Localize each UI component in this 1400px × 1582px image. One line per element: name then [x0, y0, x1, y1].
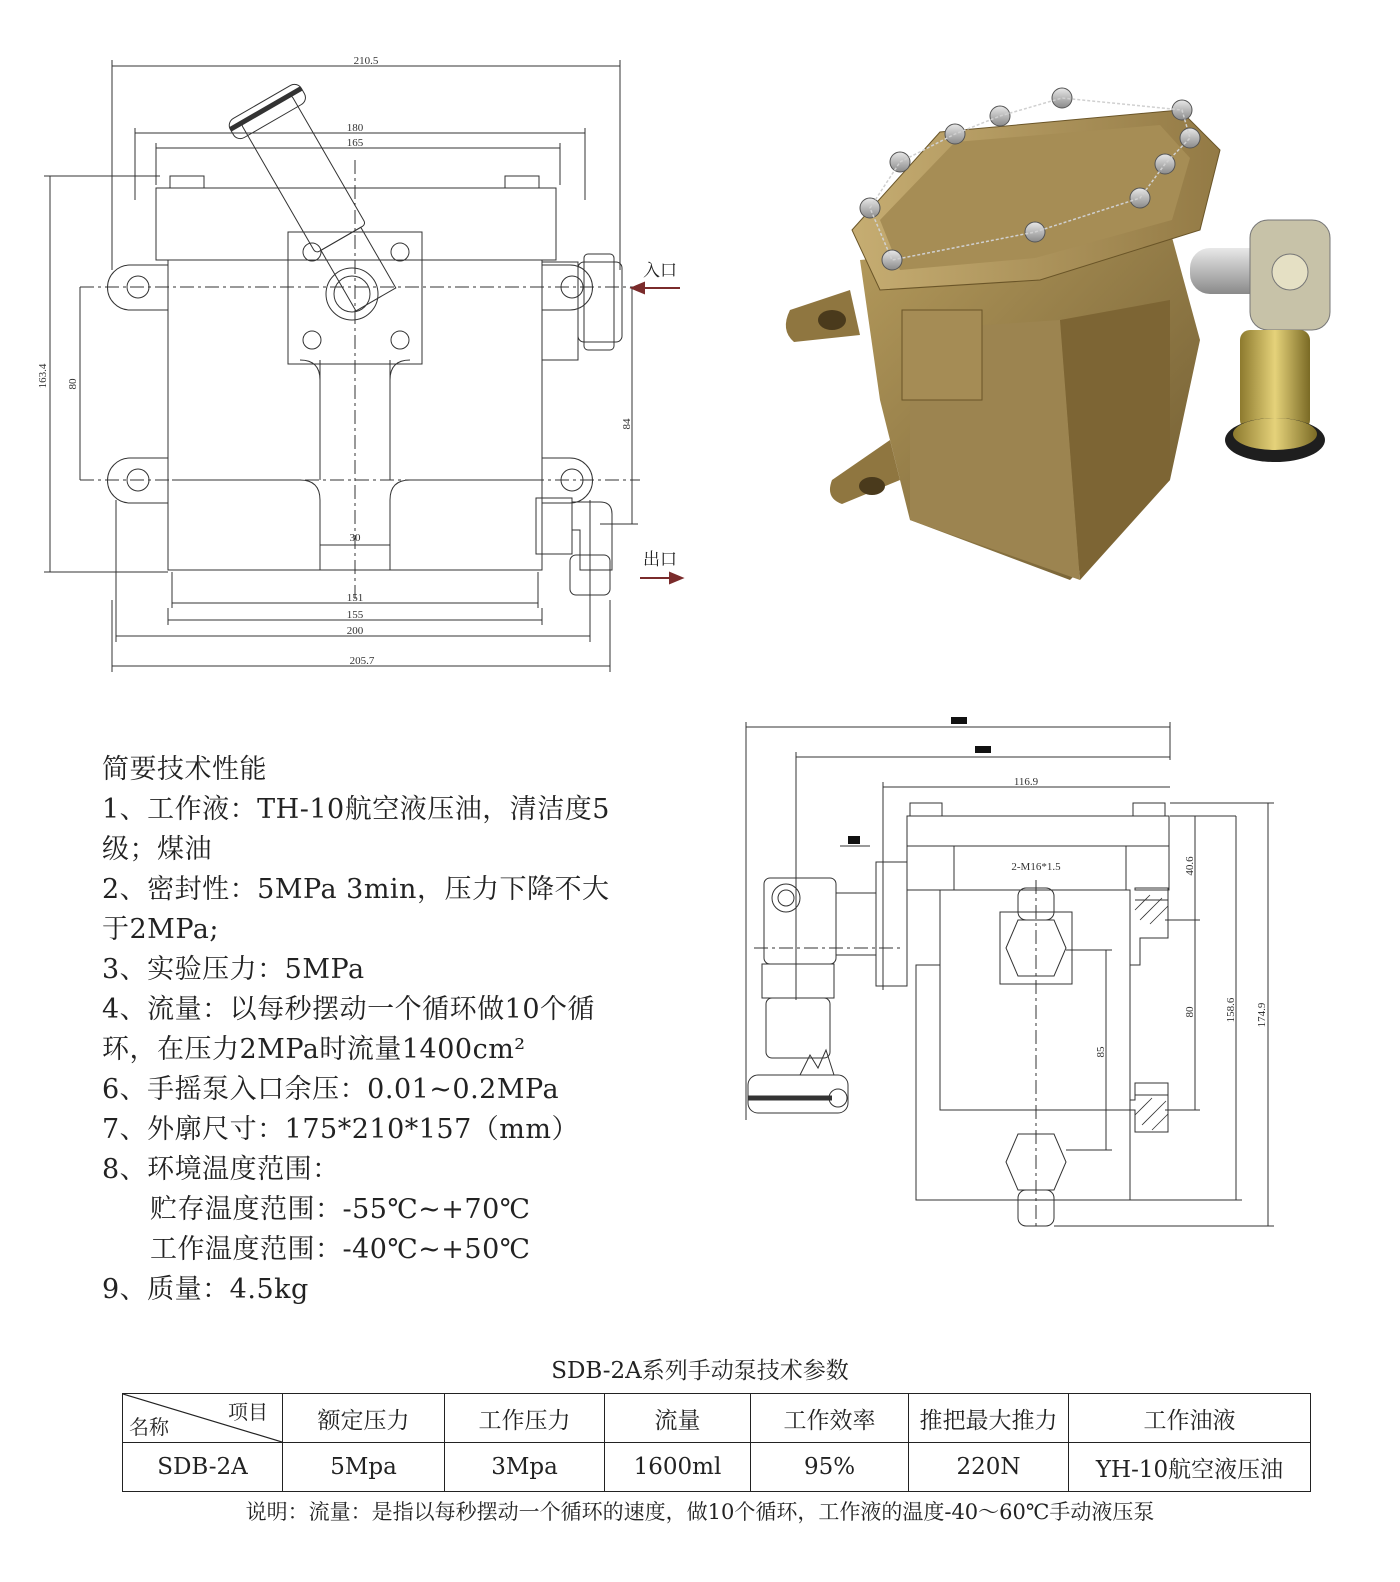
- spec-line: 9、质量：4.5kg: [102, 1274, 309, 1305]
- dim-163-4: 163.4: [37, 363, 49, 389]
- table-title: SDB-2A系列手动泵技术参数: [551, 1358, 849, 1384]
- table-header-cell: 额定压力: [283, 1394, 445, 1443]
- spec-line: 3、实验压力：5MPa: [102, 954, 365, 985]
- corner-top-label: 项目: [228, 1400, 268, 1424]
- spec-line: 于2MPa;: [102, 914, 219, 945]
- table-header-cell: 工作效率: [751, 1394, 909, 1443]
- dim-200: 200: [346, 625, 364, 637]
- spec-heading: 简要技术性能: [102, 754, 267, 785]
- spec-line: 7、外廓尺寸：175*210*157（mm）: [102, 1114, 579, 1145]
- corner-bottom-label: 名称: [129, 1415, 169, 1439]
- spec-line: 6、手摇泵入口余压：0.01~0.2MPa: [102, 1074, 560, 1105]
- table-cell: SDB-2A: [123, 1443, 283, 1492]
- spec-line: 1、工作液：TH-10航空液压油，清洁度5: [102, 794, 610, 825]
- spec-block: [102, 750, 702, 1310]
- dim-80-side: 80: [1184, 1006, 1196, 1018]
- thread-spec: 2-M16*1.5: [1011, 861, 1061, 873]
- table-corner-cell: [123, 1394, 283, 1443]
- table-header-cell: 工作油液: [1069, 1394, 1311, 1443]
- param-table: [122, 1393, 1311, 1492]
- spec-line: 级；煤油: [102, 834, 212, 865]
- table-cell: 3Mpa: [445, 1443, 605, 1492]
- dim-155: 155: [346, 609, 364, 621]
- dim-165: 165: [346, 137, 364, 149]
- table-cell: 220N: [909, 1443, 1069, 1492]
- table-header-cell: 工作压力: [445, 1394, 605, 1443]
- table-cell: 1600ml: [605, 1443, 751, 1492]
- dim-40-6: 40.6: [1184, 856, 1196, 876]
- front-view-drawing: [0, 40, 700, 680]
- table-cell: YH-10航空液压油: [1069, 1443, 1311, 1492]
- dim-174-9: 174.9: [1256, 1002, 1268, 1028]
- side-view-drawing: [740, 710, 1380, 1230]
- dim-205-7: 205.7: [349, 655, 375, 667]
- dim-84: 84: [621, 418, 633, 430]
- dim-158-6: 158.6: [1225, 997, 1237, 1023]
- spec-line: 贮存温度范围：-55℃~+70℃: [150, 1194, 531, 1225]
- dim-210-5: 210.5: [353, 55, 379, 67]
- table-header-cell: 推把最大推力: [909, 1394, 1069, 1443]
- outlet-label: 出口: [643, 550, 677, 569]
- pump-photo: [780, 80, 1360, 590]
- spec-line: 工作温度范围：-40℃~+50℃: [150, 1234, 531, 1265]
- footnote: 说明：流量：是指以每秒摆动一个循环的速度，做10个循环，工作液的温度-40～60℃手动液压泵: [245, 1500, 1155, 1524]
- table-cell: 95%: [751, 1443, 909, 1492]
- dim-116-9: 116.9: [1013, 776, 1039, 788]
- table-cell: 5Mpa: [283, 1443, 445, 1492]
- spec-line: 4、流量：以每秒摆动一个循环做10个循: [102, 994, 596, 1025]
- inlet-label: 入口: [643, 261, 677, 280]
- table-header-cell: 流量: [605, 1394, 751, 1443]
- dim-180: 180: [346, 122, 364, 134]
- dim-85: 85: [1095, 1046, 1107, 1058]
- dim-30: 30: [349, 532, 361, 544]
- table-row: [123, 1443, 1311, 1492]
- spec-line: 8、环境温度范围：: [102, 1154, 340, 1185]
- table-header-row: [123, 1394, 1311, 1443]
- dim-151: 151: [346, 592, 364, 604]
- spec-line: 2、密封性：5MPa 3min，压力下降不大: [102, 874, 610, 905]
- spec-line: 环，在压力2MPa时流量1400cm²: [102, 1034, 526, 1065]
- dim-80: 80: [67, 378, 79, 390]
